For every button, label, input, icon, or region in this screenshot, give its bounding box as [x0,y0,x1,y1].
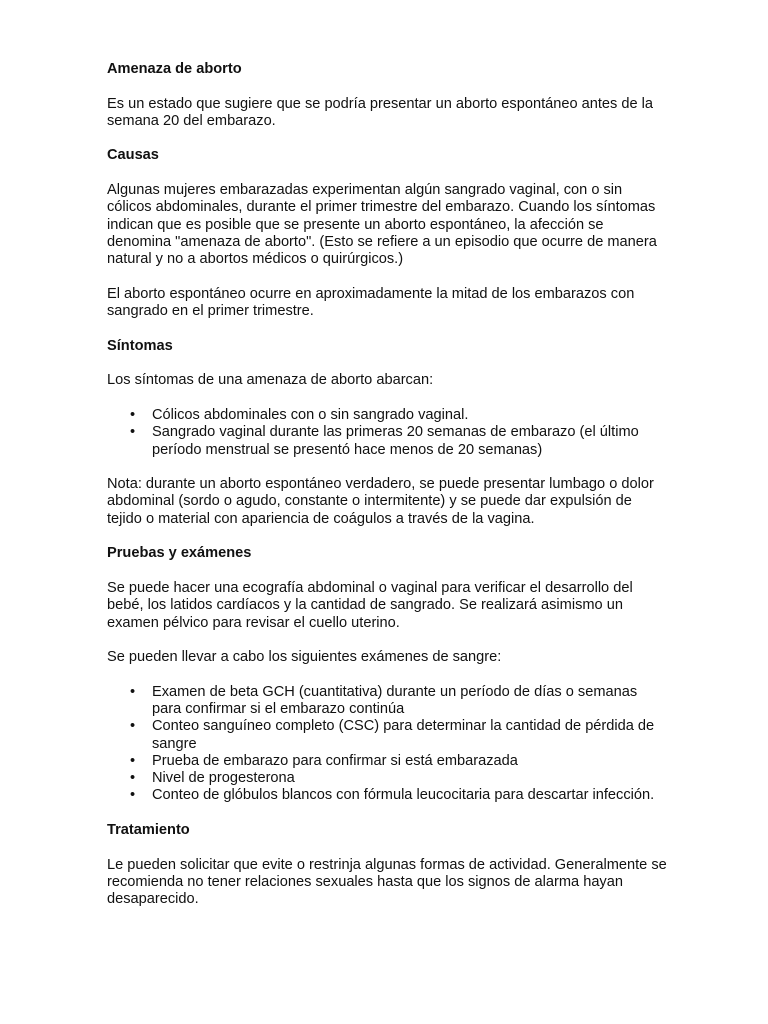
tests-list [107,684,667,805]
list-item: • Cólicos abdominales con o sin sangrado vaginal. [152,407,667,424]
list-item: • Sangrado vaginal durante las primeras 20 semanas de embarazo (el último período menstrual se presentó hace menos de 20 semanas) [152,424,667,459]
causes-heading: Causas [107,147,159,164]
causes-paragraph-1: Algunas mujeres embarazadas experimentan algún sangrado vaginal, con o sin cólicos abdominales, durante el primer trimestre del embarazo. Cuando los síntomas indican que es posible que se presente un aborto espontáneo, la afección se denomina "amenaza de aborto". (Esto se refiere a un episodio que ocurre de manera natural y no a abortos médicos o quirúrgicos.) [107,182,657,268]
intro-paragraph: Es un estado que sugiere que se podría presentar un aborto espontáneo antes de la semana 20 del embarazo. [107,95,654,129]
document-page [107,61,667,926]
tests-paragraph-1: Se puede hacer una ecografía abdominal o vaginal para verificar el desarrollo del bebé, los latidos cardíacos y la cantidad de sangrado. Se realizará asimismo un examen pélvico para revisar el cuello uterino. [107,579,633,631]
document-title: Amenaza de aborto [107,61,242,77]
symptoms-intro: Los síntomas de una amenaza de aborto abarcan: [107,372,434,389]
symptoms-heading: Síntomas [107,337,173,354]
symptoms-note: Nota: durante un aborto espontáneo verdadero, se puede presentar lumbago o dolor abdominal (sordo o agudo, constante o intermitente) y se puede dar expulsión de tejido o material con apariencia de coágulos a través de la vagina. [107,476,654,527]
tests-paragraph-2: Se pueden llevar a cabo los siguientes exámenes de sangre: [107,649,502,666]
tests-heading: Pruebas y exámenes [107,545,252,562]
causes-paragraph-2: El aborto espontáneo ocurre en aproximadamente la mitad de los embarazos con sangrado en el primer trimestre. [107,285,635,320]
list-item: • Conteo de glóbulos blancos con fórmula leucocitaria para descartar infección. [152,787,667,804]
treatment-paragraph: Le pueden solicitar que evite o restrinja algunas formas de actividad. Generalmente se recomienda no tener relaciones sexuales hasta que los signos de alarma hayan desaparecido. [107,856,667,908]
list-item: • Conteo sanguíneo completo (CSC) para determinar la cantidad de pérdida de sangre [152,718,667,753]
list-item: • Prueba de embarazo para confirmar si está embarazada [152,753,667,770]
list-item: • Examen de beta GCH (cuantitativa) durante un período de días o semanas para confirmar si el embarazo continúa [152,684,667,719]
list-item: • Nivel de progesterona [152,770,667,787]
symptoms-list [107,407,667,459]
treatment-heading: Tratamiento [107,822,190,839]
